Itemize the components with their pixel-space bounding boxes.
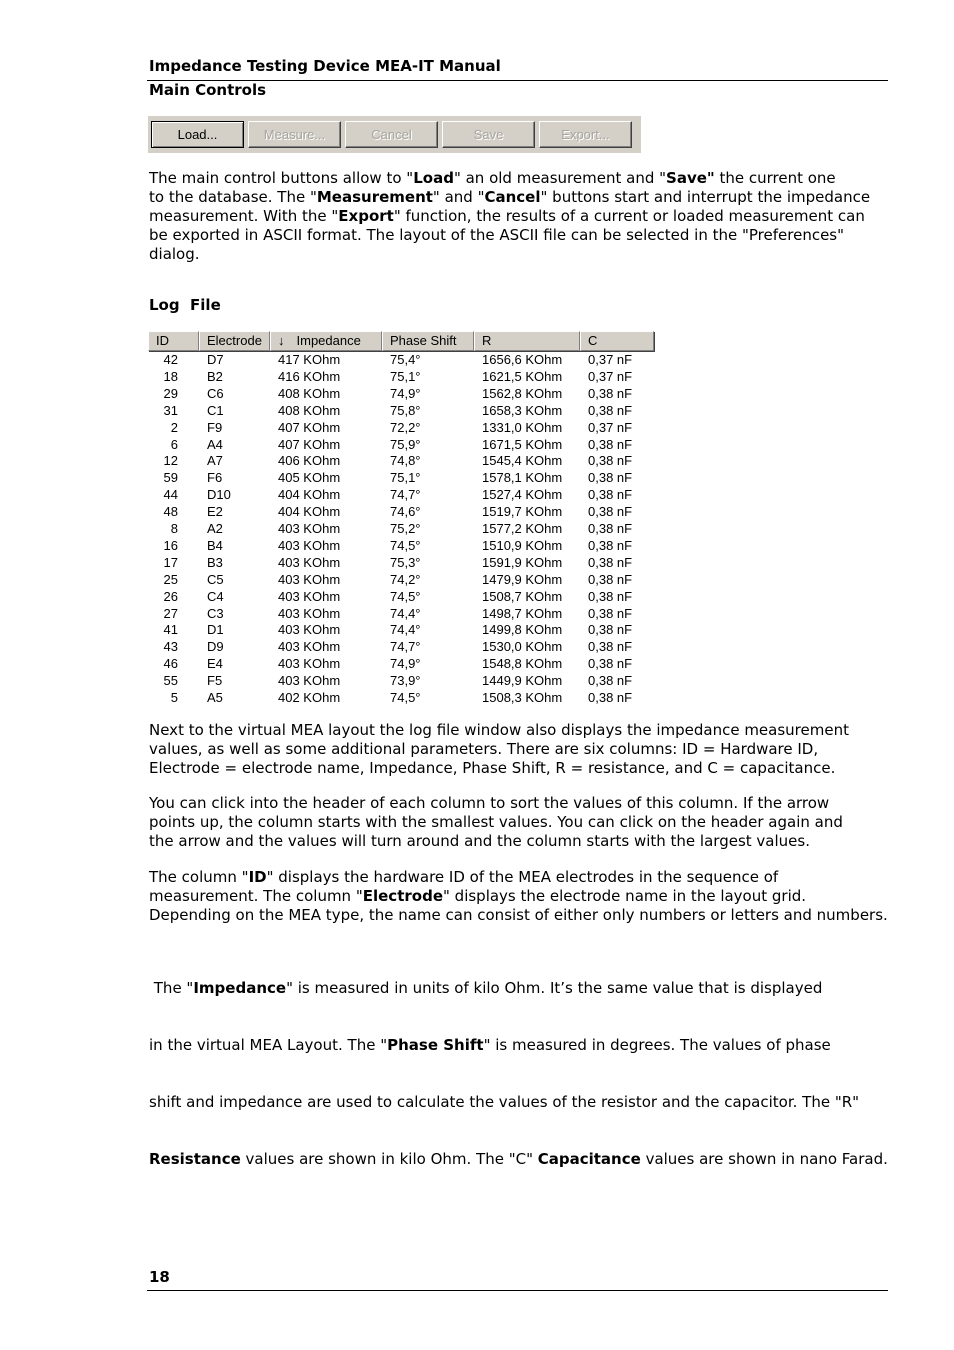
cell-electrode: E2 bbox=[207, 504, 223, 520]
cell-electrode: D1 bbox=[207, 622, 224, 638]
cell-phase-shift: 74,7° bbox=[390, 487, 421, 503]
log-file-description: Next to the virtual MEA layout the log file window also displays the impedance measurement values, as well as some additional parameters. There are six columns: ID = Hardware ID, Electrode = electrode name, Impedance, Phase Shift, R = resistance, and C = capacitance. bbox=[149, 721, 849, 777]
cell-phase-shift: 75,4° bbox=[390, 352, 421, 367]
cell-phase-shift: 75,3° bbox=[390, 554, 421, 570]
table-row[interactable] bbox=[148, 419, 658, 436]
cell-electrode: C3 bbox=[207, 605, 224, 621]
cell-c: 0,38 nF bbox=[588, 537, 633, 553]
measure-button[interactable]: Measure... bbox=[248, 121, 341, 148]
cell-phase-shift: 74,4° bbox=[390, 622, 421, 638]
table-row[interactable] bbox=[148, 351, 658, 368]
cell-electrode: C4 bbox=[207, 588, 224, 604]
cell-id: 2 bbox=[170, 419, 178, 435]
cell-c: 0,38 nF bbox=[588, 554, 633, 570]
log-file-table bbox=[148, 331, 658, 707]
cell-c: 0,38 nF bbox=[588, 605, 633, 621]
save-button[interactable]: Save bbox=[442, 121, 535, 148]
cell-r: 1578,1 KOhm bbox=[482, 470, 563, 486]
table-row[interactable] bbox=[148, 486, 658, 503]
cell-id: 26 bbox=[163, 588, 178, 604]
cell-phase-shift: 74,5° bbox=[390, 690, 421, 705]
sorting-description: You can click into the header of each column to sort the values of this column. If the arrow points up, the column starts with the smallest values. You can click on the header again and the arrow and the values will turn around and the column starts with the largest values. bbox=[149, 794, 843, 850]
cell-r: 1508,3 KOhm bbox=[482, 690, 563, 705]
table-row[interactable] bbox=[148, 655, 658, 672]
cell-r: 1548,8 KOhm bbox=[482, 656, 563, 672]
cell-impedance: 404 KOhm bbox=[278, 487, 341, 503]
cell-r: 1527,4 KOhm bbox=[482, 487, 563, 503]
column-header-electrode[interactable]: Electrode bbox=[199, 331, 270, 351]
cell-r: 1510,9 KOhm bbox=[482, 537, 563, 553]
cell-c: 0,38 nF bbox=[588, 521, 633, 536]
cell-impedance: 403 KOhm bbox=[278, 673, 341, 689]
cell-id: 48 bbox=[163, 504, 178, 520]
cell-id: 8 bbox=[170, 521, 178, 536]
cell-c: 0,38 nF bbox=[588, 588, 633, 604]
cell-c: 0,37 nF bbox=[588, 368, 633, 384]
cell-electrode: A5 bbox=[207, 690, 223, 705]
table-row[interactable] bbox=[148, 520, 658, 537]
cell-phase-shift: 74,5° bbox=[390, 537, 421, 553]
export-button[interactable]: Export... bbox=[539, 121, 632, 148]
cell-id: 44 bbox=[163, 487, 178, 503]
cell-c: 0,38 nF bbox=[588, 385, 633, 401]
cell-c: 0,38 nF bbox=[588, 656, 633, 672]
cell-phase-shift: 73,9° bbox=[390, 673, 421, 689]
cell-phase-shift: 74,5° bbox=[390, 588, 421, 604]
cell-electrode: A4 bbox=[207, 436, 223, 452]
cell-id: 27 bbox=[163, 605, 178, 621]
cell-id: 43 bbox=[163, 639, 178, 655]
cell-phase-shift: 74,9° bbox=[390, 656, 421, 672]
cell-phase-shift: 75,2° bbox=[390, 521, 421, 536]
cell-r: 1508,7 KOhm bbox=[482, 588, 563, 604]
table-row[interactable] bbox=[148, 385, 658, 402]
cell-electrode: C5 bbox=[207, 571, 224, 587]
table-row[interactable] bbox=[148, 672, 658, 689]
cell-r: 1591,9 KOhm bbox=[482, 554, 563, 570]
table-row[interactable] bbox=[148, 554, 658, 571]
cell-electrode: E4 bbox=[207, 656, 223, 672]
cell-phase-shift: 74,4° bbox=[390, 605, 421, 621]
column-header-c[interactable]: C bbox=[580, 331, 654, 351]
column-header-impedance[interactable]: ↓ Impedance bbox=[270, 331, 382, 351]
cell-r: 1621,5 KOhm bbox=[482, 368, 563, 384]
column-header-r[interactable]: R bbox=[474, 331, 580, 351]
cell-impedance: 403 KOhm bbox=[278, 571, 341, 587]
cell-electrode: C6 bbox=[207, 385, 224, 401]
cell-electrode: A2 bbox=[207, 521, 223, 536]
cell-c: 0,38 nF bbox=[588, 673, 633, 689]
table-row[interactable] bbox=[148, 503, 658, 520]
table-row[interactable] bbox=[148, 368, 658, 385]
cell-c: 0,38 nF bbox=[588, 453, 633, 469]
cell-r: 1671,5 KOhm bbox=[482, 436, 563, 452]
table-row[interactable] bbox=[148, 452, 658, 469]
table-row[interactable] bbox=[148, 689, 658, 706]
cell-electrode: F9 bbox=[207, 419, 223, 435]
cell-r: 1577,2 KOhm bbox=[482, 521, 563, 536]
section-title-log-file: Log File bbox=[149, 296, 221, 314]
load-button[interactable]: Load... bbox=[151, 121, 244, 148]
cell-r: 1562,8 KOhm bbox=[482, 385, 563, 401]
cell-c: 0,38 nF bbox=[588, 690, 633, 705]
cell-impedance: 403 KOhm bbox=[278, 605, 341, 621]
cell-impedance: 403 KOhm bbox=[278, 639, 341, 655]
cell-impedance: 406 KOhm bbox=[278, 453, 341, 469]
column-header-phase-shift[interactable]: Phase Shift bbox=[382, 331, 474, 351]
cell-electrode: F5 bbox=[207, 673, 223, 689]
table-row[interactable] bbox=[148, 469, 658, 486]
main-controls-toolbar bbox=[148, 116, 641, 153]
cell-c: 0,38 nF bbox=[588, 639, 633, 655]
cell-phase-shift: 75,1° bbox=[390, 368, 421, 384]
column-header-id[interactable]: ID bbox=[148, 331, 199, 351]
id-electrode-description: The column "ID" displays the hardware ID of the MEA electrodes in the sequence of measurement. The column "Electrode" displays the electrode name in the layout grid. Depending on the MEA type, the name can consist of either only numbers or letters and numbers. bbox=[149, 868, 888, 924]
cell-phase-shift: 75,1° bbox=[390, 470, 421, 486]
table-row[interactable] bbox=[148, 571, 658, 588]
impedance-phase-description: The "Impedance" is measured in units of kilo Ohm. It’s the same value that is displayed in the virtual MEA Layout. The "Phase Shift" is measured in degrees. The values of phase shift and impedance are used to calculate the values of the resistor and the capacitor. The "R" Resistance values are shown in kilo Ohm. The "C" Capacitance values are shown in nano Farad. bbox=[149, 979, 888, 1168]
cell-impedance: 403 KOhm bbox=[278, 537, 341, 553]
table-row[interactable] bbox=[148, 588, 658, 605]
cell-electrode: B4 bbox=[207, 537, 223, 553]
cell-phase-shift: 74,8° bbox=[390, 453, 421, 469]
cell-id: 16 bbox=[163, 537, 178, 553]
cell-electrode: C1 bbox=[207, 402, 224, 418]
cell-r: 1656,6 KOhm bbox=[482, 352, 563, 367]
cell-c: 0,37 nF bbox=[588, 352, 633, 367]
cell-electrode: D9 bbox=[207, 639, 224, 655]
cell-impedance: 403 KOhm bbox=[278, 521, 341, 536]
sort-arrow-down-icon: ↓ bbox=[278, 333, 285, 348]
cell-impedance: 417 KOhm bbox=[278, 352, 341, 367]
page-number: 18 bbox=[149, 1268, 170, 1286]
cell-id: 25 bbox=[163, 571, 178, 587]
cell-r: 1449,9 KOhm bbox=[482, 673, 563, 689]
cell-id: 18 bbox=[163, 368, 178, 384]
cell-r: 1331,0 KOhm bbox=[482, 419, 563, 435]
cell-id: 42 bbox=[163, 352, 178, 367]
table-row[interactable] bbox=[148, 621, 658, 638]
cell-impedance: 405 KOhm bbox=[278, 470, 341, 486]
cell-id: 59 bbox=[163, 470, 178, 486]
cancel-button[interactable]: Cancel bbox=[345, 121, 438, 148]
cell-r: 1479,9 KOhm bbox=[482, 571, 563, 587]
cell-impedance: 402 KOhm bbox=[278, 690, 341, 705]
table-row[interactable] bbox=[148, 605, 658, 622]
document-title: Impedance Testing Device MEA-IT Manual bbox=[149, 57, 501, 75]
cell-c: 0,38 nF bbox=[588, 487, 633, 503]
cell-c: 0,38 nF bbox=[588, 504, 633, 520]
cell-r: 1499,8 KOhm bbox=[482, 622, 563, 638]
cell-id: 55 bbox=[163, 673, 178, 689]
cell-phase-shift: 72,2° bbox=[390, 419, 421, 435]
cell-id: 31 bbox=[163, 402, 178, 418]
cell-impedance: 408 KOhm bbox=[278, 402, 341, 418]
cell-r: 1545,4 KOhm bbox=[482, 453, 563, 469]
main-controls-description: The main control buttons allow to "Load" an old measurement and "Save" the current one to the database. The "Measurement" and "Cancel" buttons start and interrupt the impedance measurement. With the "Export" function, the results of a current or loaded measurement can be exported in ASCII format. The layout of the ASCII file can be selected in the "Preferences" dialog. bbox=[149, 169, 871, 263]
cell-electrode: B2 bbox=[207, 368, 223, 384]
cell-c: 0,38 nF bbox=[588, 436, 633, 452]
section-title-main-controls: Main Controls bbox=[149, 81, 267, 99]
cell-r: 1658,3 KOhm bbox=[482, 402, 563, 418]
cell-id: 5 bbox=[170, 690, 178, 705]
cell-phase-shift: 74,9° bbox=[390, 385, 421, 401]
cell-impedance: 403 KOhm bbox=[278, 588, 341, 604]
cell-electrode: D7 bbox=[207, 352, 224, 367]
cell-id: 17 bbox=[163, 554, 178, 570]
cell-electrode: F6 bbox=[207, 470, 223, 486]
cell-id: 6 bbox=[170, 436, 178, 452]
cell-c: 0,38 nF bbox=[588, 470, 633, 486]
cell-id: 12 bbox=[163, 453, 178, 469]
table-row[interactable] bbox=[148, 436, 658, 453]
cell-c: 0,38 nF bbox=[588, 571, 633, 587]
cell-impedance: 408 KOhm bbox=[278, 385, 341, 401]
table-row[interactable] bbox=[148, 402, 658, 419]
cell-impedance: 407 KOhm bbox=[278, 419, 341, 435]
cell-r: 1498,7 KOhm bbox=[482, 605, 563, 621]
cell-c: 0,38 nF bbox=[588, 622, 633, 638]
cell-c: 0,37 nF bbox=[588, 419, 633, 435]
cell-impedance: 403 KOhm bbox=[278, 622, 341, 638]
cell-phase-shift: 74,2° bbox=[390, 571, 421, 587]
cell-impedance: 403 KOhm bbox=[278, 656, 341, 672]
cell-impedance: 416 KOhm bbox=[278, 368, 341, 384]
cell-id: 41 bbox=[163, 622, 178, 638]
cell-electrode: B3 bbox=[207, 554, 223, 570]
cell-phase-shift: 74,6° bbox=[390, 504, 421, 520]
cell-impedance: 407 KOhm bbox=[278, 436, 341, 452]
cell-r: 1530,0 KOhm bbox=[482, 639, 563, 655]
cell-impedance: 403 KOhm bbox=[278, 554, 341, 570]
cell-r: 1519,7 KOhm bbox=[482, 504, 563, 520]
table-row[interactable] bbox=[148, 537, 658, 554]
cell-id: 46 bbox=[163, 656, 178, 672]
cell-phase-shift: 75,8° bbox=[390, 402, 421, 418]
table-header-row bbox=[148, 331, 658, 351]
table-row[interactable] bbox=[148, 638, 658, 655]
cell-c: 0,38 nF bbox=[588, 402, 633, 418]
cell-electrode: D10 bbox=[207, 487, 231, 503]
cell-phase-shift: 74,7° bbox=[390, 639, 421, 655]
footer-divider bbox=[147, 1290, 888, 1291]
cell-electrode: A7 bbox=[207, 453, 223, 469]
cell-phase-shift: 75,9° bbox=[390, 436, 421, 452]
cell-impedance: 404 KOhm bbox=[278, 504, 341, 520]
cell-id: 29 bbox=[163, 385, 178, 401]
